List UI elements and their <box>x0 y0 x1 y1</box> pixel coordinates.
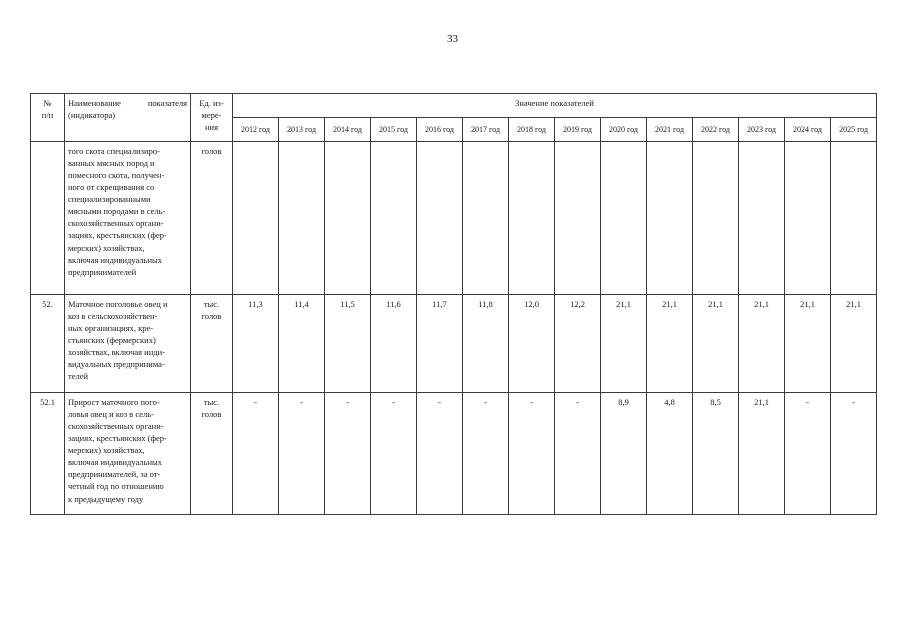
value-cell: 21,1 <box>693 295 739 393</box>
value-cell <box>831 142 877 295</box>
unit-cell: тыс. голов <box>191 295 233 393</box>
value-cell: - <box>831 393 877 515</box>
header-year: 2015 год <box>371 118 417 142</box>
row-number: 52.1 <box>31 393 65 515</box>
row-number: 52. <box>31 295 65 393</box>
value-cell: 12,0 <box>509 295 555 393</box>
value-cell <box>601 142 647 295</box>
value-cell <box>647 142 693 295</box>
value-cell: 8,5 <box>693 393 739 515</box>
header-year: 2021 год <box>647 118 693 142</box>
header-year: 2013 год <box>279 118 325 142</box>
value-cell: - <box>233 393 279 515</box>
header-year: 2017 год <box>463 118 509 142</box>
value-cell <box>371 142 417 295</box>
value-cell: 11,3 <box>233 295 279 393</box>
value-cell: 11,6 <box>371 295 417 393</box>
header-year: 2012 год <box>233 118 279 142</box>
header-num: № п/п <box>31 94 65 142</box>
value-cell: 21,1 <box>739 393 785 515</box>
value-cell: - <box>279 393 325 515</box>
value-cell: 8,9 <box>601 393 647 515</box>
value-cell: - <box>785 393 831 515</box>
header-year: 2023 год <box>739 118 785 142</box>
header-year: 2014 год <box>325 118 371 142</box>
row-number <box>31 142 65 295</box>
page-number: 33 <box>447 33 458 45</box>
value-cell: 4,8 <box>647 393 693 515</box>
header-year: 2020 год <box>601 118 647 142</box>
value-cell: 11,8 <box>463 295 509 393</box>
value-cell: - <box>417 393 463 515</box>
header-year: 2018 год <box>509 118 555 142</box>
header-values-group: Значение показателей <box>233 94 877 118</box>
indicators-table <box>30 93 877 515</box>
value-cell: 21,1 <box>647 295 693 393</box>
table-row <box>31 295 877 393</box>
value-cell <box>509 142 555 295</box>
value-cell <box>693 142 739 295</box>
unit-cell: тыс. голов <box>191 393 233 515</box>
header-unit: Ед. из- мере- ния <box>191 94 233 142</box>
indicator-name: того скота специализиро- ванных мясных пород и помесного скота, получен- ного от скрещивания со специализированными мясными породами в сель- скохозяйственных органи- зациях, крестьянских (фер- мерских) хозяйствах, включая индивидуальных предпринимателей <box>65 142 191 295</box>
indicator-name: Маточное поголовье овец и коз в сельскохозяйствен- ных организациях, кре- стьянских (фермерских) хозяйствах, включая инди- видуальных предпринима- телей <box>65 295 191 393</box>
table-row <box>31 393 877 515</box>
header-name: Наименование показателя (индикатора) <box>65 94 191 142</box>
value-cell <box>739 142 785 295</box>
value-cell: 11,7 <box>417 295 463 393</box>
header-year: 2024 год <box>785 118 831 142</box>
header-year: 2019 год <box>555 118 601 142</box>
header-row <box>31 94 877 118</box>
indicator-name: Прирост маточного пого- ловья овец и коз в сель- скохозяйственных органи- зациях, крестьянских (фер- мерских) хозяйствах, включая индивидуальных предпринимателей, за от- четный год по отношению к предыдущему году <box>65 393 191 515</box>
value-cell <box>325 142 371 295</box>
value-cell <box>785 142 831 295</box>
value-cell: 21,1 <box>831 295 877 393</box>
value-cell: - <box>509 393 555 515</box>
value-cell <box>417 142 463 295</box>
unit-cell: голов <box>191 142 233 295</box>
value-cell: 11,5 <box>325 295 371 393</box>
value-cell: 21,1 <box>601 295 647 393</box>
value-cell: - <box>371 393 417 515</box>
value-cell: 11,4 <box>279 295 325 393</box>
value-cell: - <box>555 393 601 515</box>
value-cell: - <box>463 393 509 515</box>
value-cell: 21,1 <box>739 295 785 393</box>
table-row <box>31 142 877 295</box>
value-cell: - <box>325 393 371 515</box>
value-cell: 21,1 <box>785 295 831 393</box>
value-cell <box>279 142 325 295</box>
header-year: 2025 год <box>831 118 877 142</box>
value-cell <box>555 142 601 295</box>
header-year: 2016 год <box>417 118 463 142</box>
value-cell: 12,2 <box>555 295 601 393</box>
value-cell <box>233 142 279 295</box>
value-cell <box>463 142 509 295</box>
header-year: 2022 год <box>693 118 739 142</box>
